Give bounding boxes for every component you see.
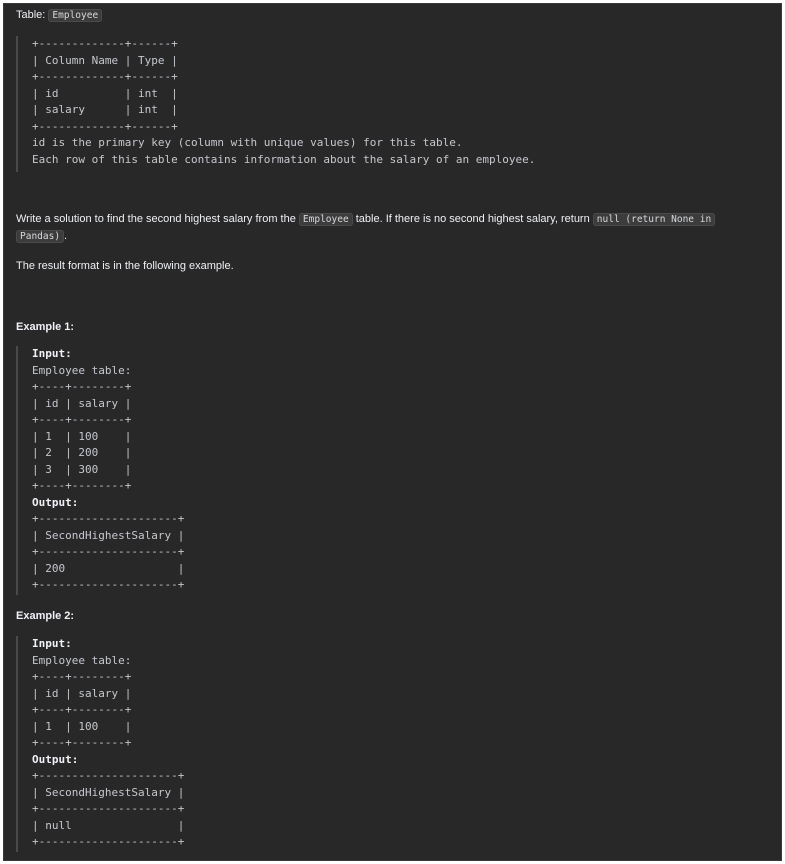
- example-1-input-text: Employee table: +----+--------+ | id | salary | +----+--------+ | 1 | 100 | | 2 | 200 | | 3 | 300 | +----+--------+: [32, 363, 132, 492]
- example-2-input-label: Input:: [32, 637, 72, 650]
- problem-period: .: [64, 230, 68, 242]
- example-1-title: Example 1:: [16, 321, 75, 333]
- problem-text-suffix: table. If there is no second highest salary, return: [355, 213, 590, 225]
- example-1-output-text: +---------------------+ | SecondHighestSalary | +---------------------+ | 200 | +---------------------+: [32, 512, 185, 591]
- example-2-title: Example 2:: [16, 610, 75, 622]
- schema-text: +-------------+------+ | Column Name | Type | +-------------+------+ | id | int | | salary | int | +-------------+------+ id is the primary key (column with unique values) for this table. Each row of this table contains information about the salary of an employee.: [32, 37, 536, 166]
- table-name-code: Employee: [48, 9, 102, 22]
- problem-text-prefix: Write a solution to find the second highest salary from the: [16, 213, 296, 225]
- example-1-input-label: Input:: [32, 347, 72, 360]
- example-1-block: [16, 346, 184, 595]
- table-label: Table:: [16, 9, 46, 21]
- example-2-input-text: Employee table: +----+--------+ | id | salary | +----+--------+ | 1 | 100 | +----+--------+: [32, 653, 132, 749]
- table-heading: [16, 8, 102, 22]
- result-format-text: The result format is in the following example.: [16, 260, 234, 272]
- example-2-output-label: Output:: [32, 752, 79, 766]
- example-2-block: [16, 636, 184, 852]
- return-null-code-cont: Pandas): [16, 230, 64, 243]
- employee-table-code: Employee: [299, 213, 353, 226]
- example-1-output-label: Output:: [32, 495, 79, 509]
- problem-description-panel: [3, 3, 782, 861]
- example-2-output-text: +---------------------+ | SecondHighestSalary | +---------------------+ | null | +---------------------+: [32, 769, 185, 848]
- problem-statement-line2: [16, 229, 67, 243]
- return-null-code: null (return None in: [593, 213, 715, 226]
- schema-code-block: [16, 36, 535, 172]
- problem-statement-line1: [16, 212, 715, 226]
